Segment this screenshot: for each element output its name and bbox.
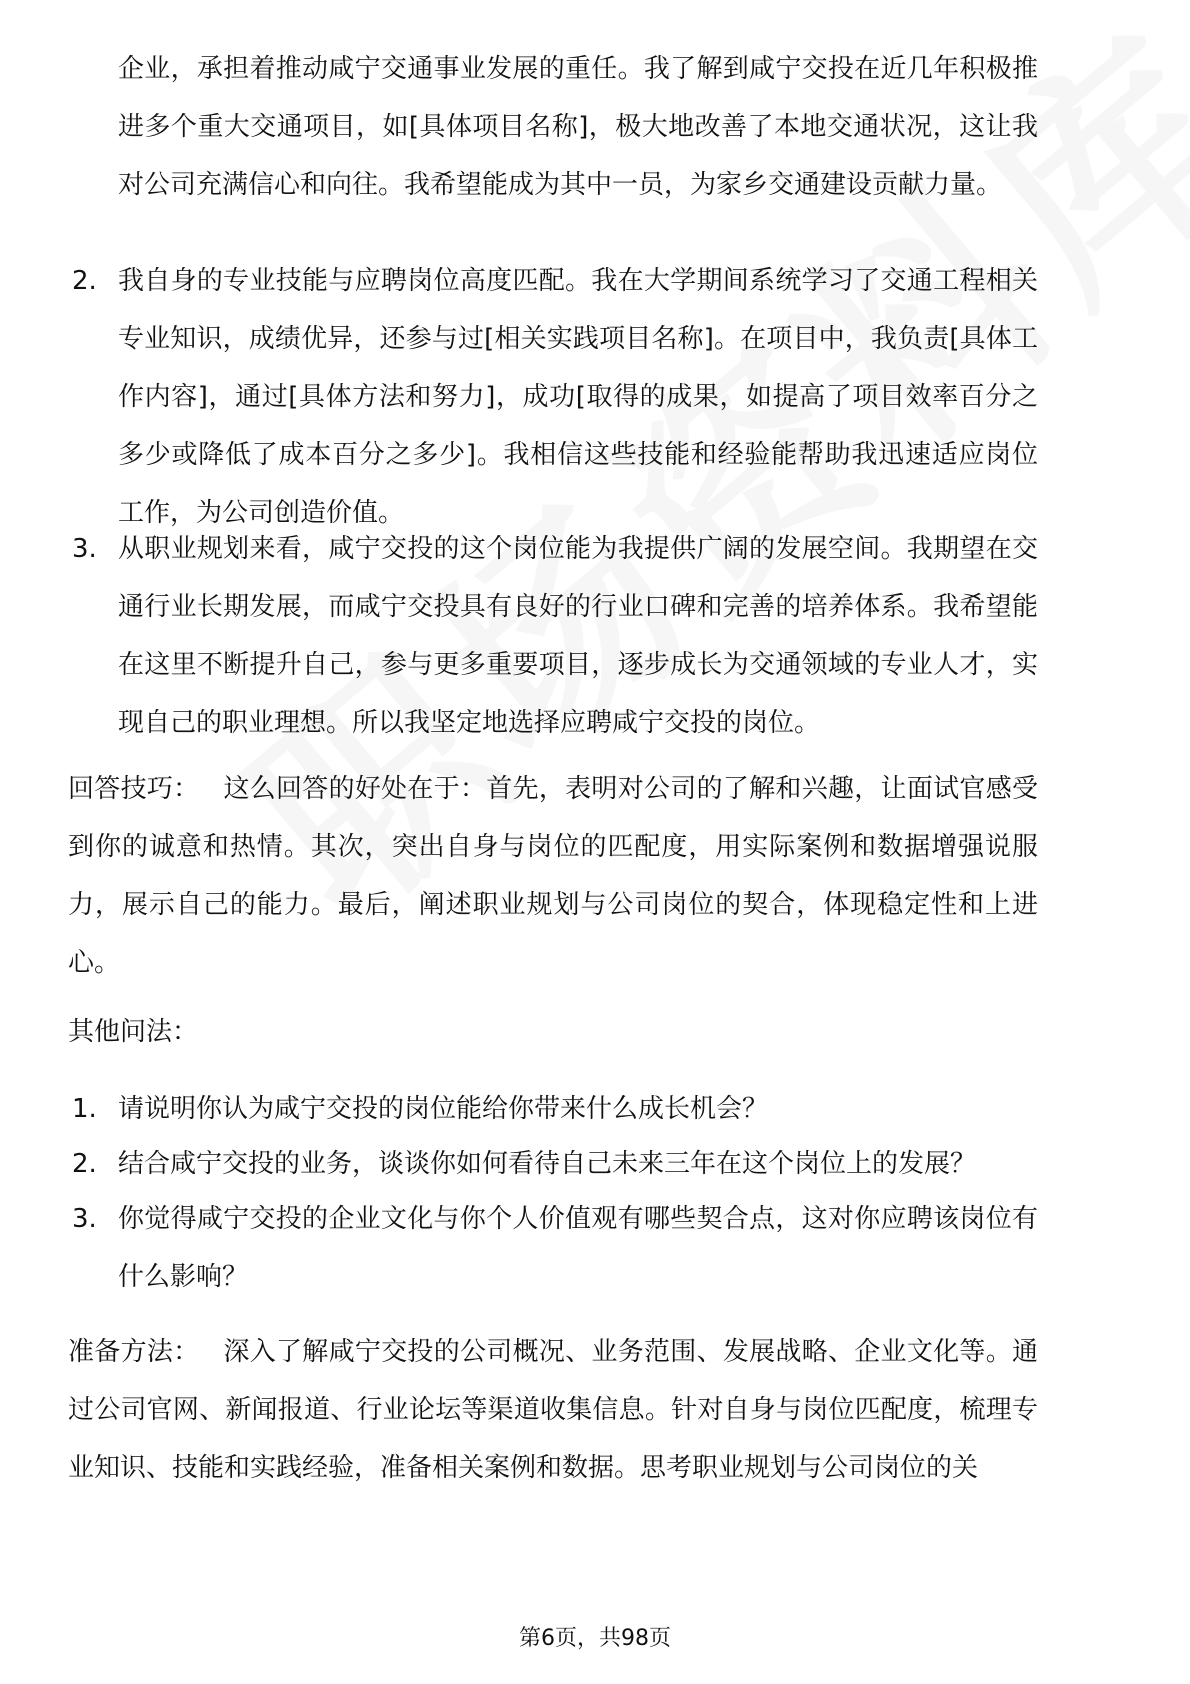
list-number: 3. <box>72 1204 97 1234</box>
answer-list-item <box>72 252 1038 542</box>
answer-item-1-continuation <box>118 40 1038 214</box>
tips-text: 这么回答的好处在于：首先，表明对公司的了解和兴趣，让面试官感受到你的诚意和热情。其次，突出自身与岗位的匹配度，用实际案例和数据增强说服力，展示自己的能力。最后，阐述职业规划与公司岗位的契合，体现稳定性和上进心。 <box>68 774 1038 978</box>
prep-label: 准备方法： <box>68 1337 200 1367</box>
list-number: 2. <box>72 266 97 296</box>
list-number: 1. <box>72 1094 97 1124</box>
other-questions-heading <box>68 1003 1038 1061</box>
page-number-footer: 第6页，共98页 <box>519 1626 671 1651</box>
answer-item-1-text: 企业，承担着推动咸宁交通事业发展的重任。我了解到咸宁交投在近几年积极推进多个重大交通项目，如[具体项目名称]，极大地改善了本地交通状况，这让我对公司充满信心和向往。我希望能成为其中一员，为家乡交通建设贡献力量。 <box>118 54 1038 200</box>
list-item-text: 我自身的专业技能与应聘岗位高度匹配。我在大学期间系统学习了交通工程相关专业知识，成绩优异，还参与过[相关实践项目名称]。在项目中，我负责[具体工作内容]，通过[具体方法和努力]，成功[取得的成果，如提高了项目效率百分之多少或降低了成本百分之多少]。我相信这些技能和经验能帮助我迅速适应岗位工作，为公司创造价值。 <box>118 266 1038 528</box>
other-questions-label: 其他问法： <box>68 1017 199 1047</box>
preparation-method <box>68 1323 1038 1497</box>
list-item-text: 你觉得咸宁交投的企业文化与你个人价值观有哪些契合点，这对你应聘该岗位有什么影响？ <box>118 1204 1038 1292</box>
prep-text: 深入了解咸宁交投的公司概况、业务范围、发展战略、企业文化等。通过公司官网、新闻报道、行业论坛等渠道收集信息。针对自身与岗位匹配度，梳理专业知识、技能和实践经验，准备相关案例和数据。思考职业规划与公司岗位的关 <box>68 1337 1038 1483</box>
list-item-text: 请说明你认为咸宁交投的岗位能给你带来什么成长机会？ <box>118 1094 769 1124</box>
tips-label: 回答技巧： <box>68 774 200 804</box>
list-item-text: 从职业规划来看，咸宁交投的这个岗位能为我提供广阔的发展空间。我期望在交通行业长期发展，而咸宁交投具有良好的行业口碑和完善的培养体系。我希望能在这里不断提升自己，参与更多重要项目，逐步成长为交通领域的专业人才，实现自己的职业理想。所以我坚定地选择应聘咸宁交投的岗位。 <box>118 534 1038 738</box>
other-question-item <box>72 1190 1038 1306</box>
answer-list-item <box>72 520 1038 752</box>
list-item-text: 结合咸宁交投的业务，谈谈你如何看待自己未来三年在这个岗位上的发展？ <box>118 1149 977 1179</box>
list-number: 2. <box>72 1149 97 1179</box>
other-question-item <box>72 1135 1038 1193</box>
list-number: 3. <box>72 534 97 564</box>
other-question-item <box>72 1080 1038 1138</box>
answer-tips <box>68 760 1038 992</box>
